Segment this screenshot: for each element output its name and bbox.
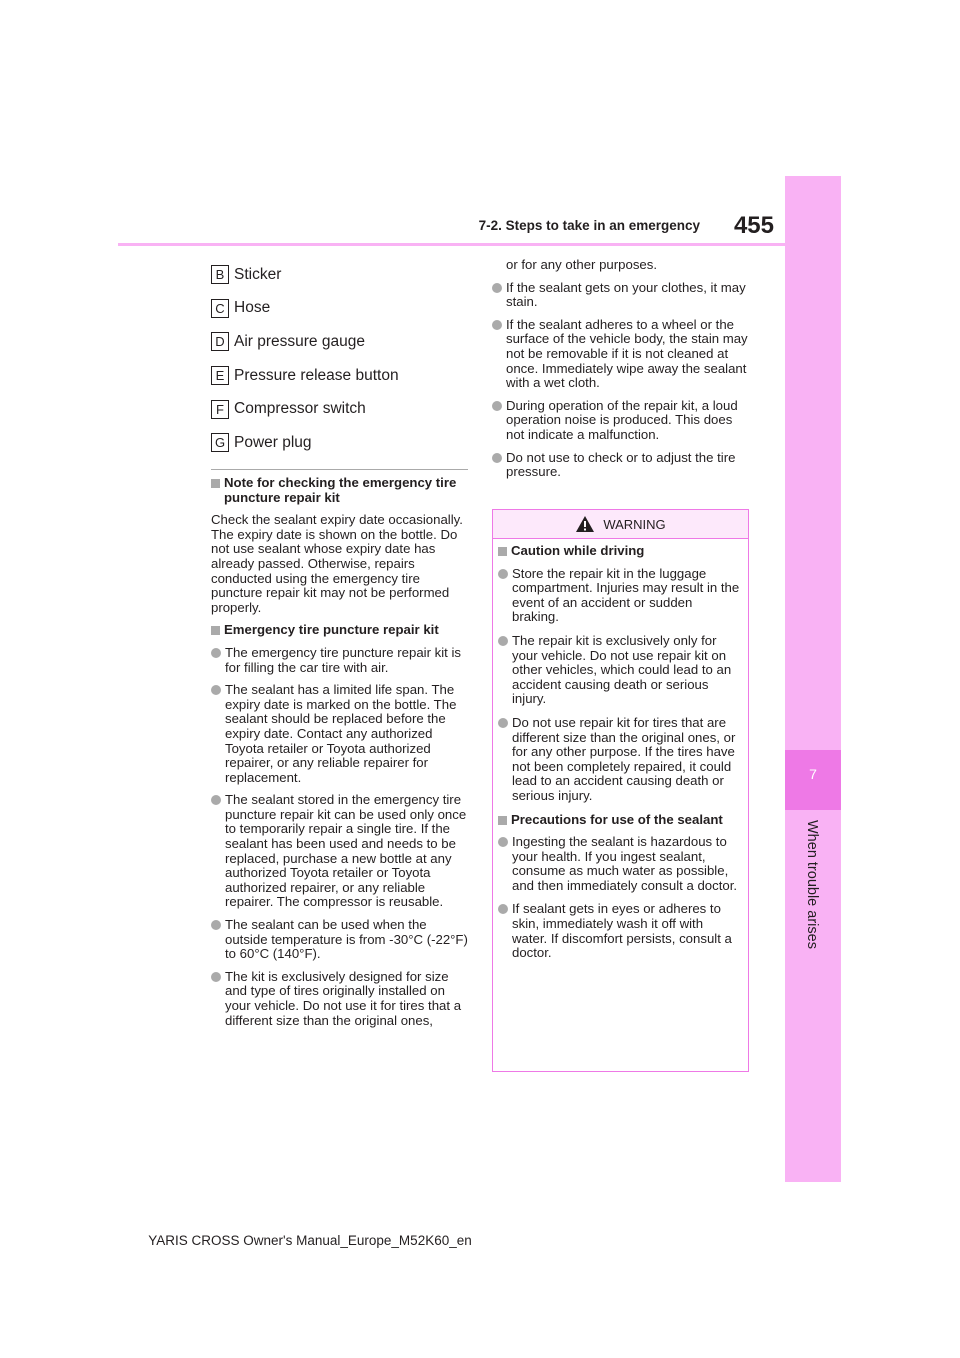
page-number: 455: [733, 212, 774, 239]
warning-title: WARNING: [603, 516, 666, 532]
part-letter: D: [211, 332, 229, 351]
bullet-dot-icon: [211, 685, 221, 695]
header-rule: [118, 243, 785, 246]
bullet-item: The sealant has a limited life span. The expiry date is marked on the bottle. The sealant should be replaced before the expiry date. Contact any authorized Toyota retailer or Toyota authorized repairer, or any reliable repairer for replacement.: [211, 683, 468, 785]
paragraph: Check the sealant expiry date occasionally.: [211, 512, 463, 528]
heading-square-icon: [498, 816, 507, 825]
continuation-text: or for any other purposes.: [506, 257, 658, 272]
column-divider: [211, 469, 468, 470]
part-item: [211, 292, 399, 326]
bullet-item: Ingesting the sealant is hazardous to your health. If you ingest sealant, consume as much water as possible, and then immediately consult a doctor.: [498, 835, 740, 893]
bullet-dot-icon: [498, 837, 508, 847]
warning-box: [492, 509, 749, 1072]
left-column: [211, 476, 468, 1036]
bullet-item: The sealant can be used when the outside temperature is from -30°C (-22°F) to 60°C (140°F).: [211, 918, 468, 962]
chapter-sidebar: [785, 176, 841, 1182]
part-label: Air pressure gauge: [234, 332, 365, 350]
bullet-dot-icon: [211, 920, 221, 930]
bullet-item: The kit is exclusively designed for size and type of tires originally installed on your vehicle. Do not use it for tires that a different size than the original ones,: [211, 970, 468, 1028]
part-item: [211, 258, 399, 292]
chapter-title: When trouble arises: [804, 820, 820, 949]
bullet-item: The sealant stored in the emergency tire puncture repair kit can be used only once to temporarily repair a single tire. If the sealant has been used and needs to be replaced, purchase a new bottle at any authorized Toyota retailer or Toyota authorized repairer, or any reliable repairer. The compressor is reusable.: [211, 793, 468, 910]
part-label: Hose: [234, 299, 271, 317]
bullet-dot-icon: [211, 972, 221, 982]
bullet-item: If the sealant adheres to a wheel or the surface of the vehicle body, the stain may not be removable if it is not cleaned at once. Immediately wipe away the sealant with a wet cloth.: [492, 318, 749, 391]
heading-text: Emergency tire puncture repair kit: [224, 622, 439, 638]
chapter-number: 7: [809, 766, 817, 782]
bullet-dot-icon: [498, 718, 508, 728]
bullet-dot-icon: [211, 648, 221, 658]
heading-square-icon: [211, 626, 220, 635]
warning-body: [493, 539, 748, 961]
bullet-dot-icon: [492, 453, 502, 463]
part-item: [211, 359, 399, 393]
bullet-dot-icon: [498, 904, 508, 914]
warning-header: [493, 510, 748, 539]
section-title: 7-2. Steps to take in an emergency: [478, 218, 700, 233]
bullet-dot-icon: [492, 401, 502, 411]
section-heading: [498, 544, 740, 559]
part-letter: B: [211, 265, 229, 284]
footer-text: YARIS CROSS Owner's Manual_Europe_M52K60_en: [148, 1233, 472, 1248]
right-column: [492, 258, 749, 488]
bullet-item: If the sealant gets on your clothes, it may stain.: [492, 281, 749, 310]
part-letter: G: [211, 433, 229, 452]
heading-square-icon: [211, 479, 220, 488]
part-letter: F: [211, 400, 229, 419]
heading-text: Note for checking the emergency tire puncture repair kit: [224, 475, 457, 505]
bullet-dot-icon: [211, 795, 221, 805]
paragraph: The expiry date is shown on the bottle. Do not use sealant whose expiry date has already passed. Otherwise, repairs conducted using the emergency tire puncture repair kit may not be performed properly.: [211, 526, 458, 615]
parts-list: [211, 258, 399, 460]
part-item: [211, 426, 399, 460]
section-heading: [498, 813, 740, 828]
section-heading: [211, 476, 468, 505]
bullet-item: Do not use to check or to adjust the tire pressure.: [492, 451, 749, 480]
part-item: [211, 392, 399, 426]
part-label: Sticker: [234, 265, 282, 283]
section-heading: [211, 623, 468, 638]
bullet-item: If sealant gets in eyes or adheres to skin, immediately wash it off with water. If discomfort persists, consult a doctor.: [498, 902, 740, 960]
bullet-dot-icon: [498, 636, 508, 646]
bullet-dot-icon: [498, 569, 508, 579]
heading-square-icon: [498, 547, 507, 556]
part-label: Pressure release button: [234, 366, 399, 384]
warning-triangle-icon: [575, 515, 595, 533]
bullet-item: During operation of the repair kit, a loud operation noise is produced. This does not indicate a malfunction.: [492, 399, 749, 443]
heading-text: Caution while driving: [511, 543, 645, 558]
bullet-dot-icon: [492, 320, 502, 330]
bullet-item: The emergency tire puncture repair kit is for filling the car tire with air.: [211, 646, 468, 675]
heading-text: Precautions for use of the sealant: [511, 811, 723, 827]
part-label: Compressor switch: [234, 400, 366, 418]
part-item: [211, 325, 399, 359]
part-letter: C: [211, 299, 229, 318]
bullet-item: The repair kit is exclusively only for your vehicle. Do not use repair kit on other vehicles, which could lead to an accident causing death or serious injury.: [498, 634, 740, 707]
part-letter: E: [211, 366, 229, 385]
bullet-dot-icon: [492, 283, 502, 293]
bullet-item: Do not use repair kit for tires that are different size than the original ones, or for any other purpose. If the tires have not been completely repaired, it could lead to an accident causing death or serious injury.: [498, 716, 740, 804]
part-label: Power plug: [234, 433, 312, 451]
bullet-item: Store the repair kit in the luggage compartment. Injuries may result in the event of an accident or sudden braking.: [498, 567, 740, 625]
